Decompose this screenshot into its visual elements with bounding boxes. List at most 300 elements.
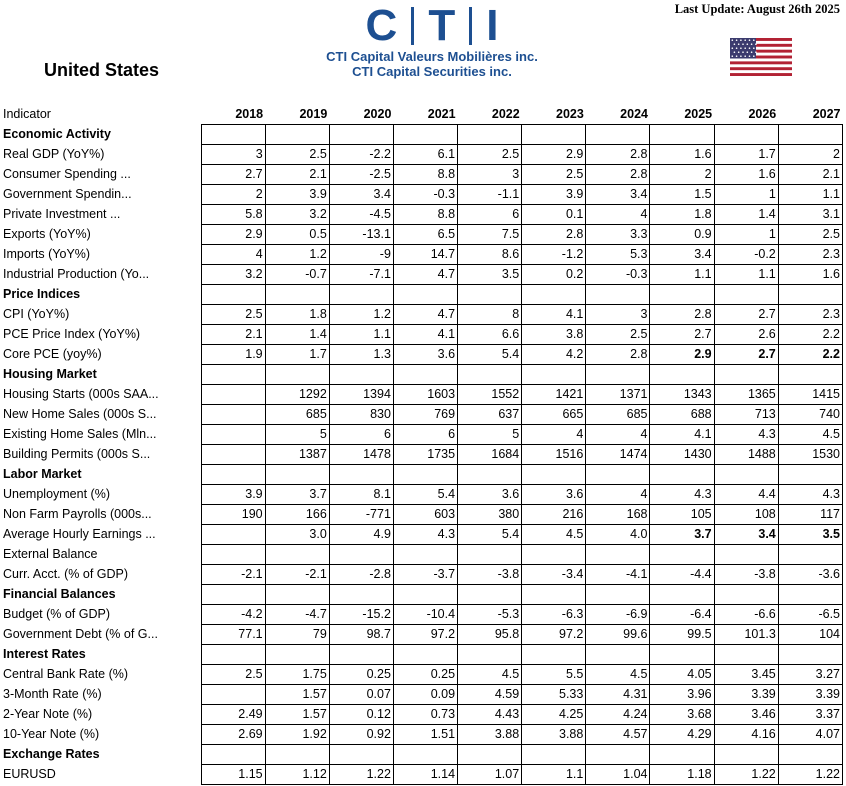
value-cell: 2.9: [650, 345, 714, 365]
value-cell: [393, 285, 457, 305]
value-cell: [522, 125, 586, 145]
value-cell: 4.3: [714, 425, 778, 445]
value-cell: -3.6: [778, 565, 842, 585]
value-cell: 1.1: [650, 265, 714, 285]
value-cell: 1365: [714, 385, 778, 405]
value-cell: [393, 645, 457, 665]
last-update-text: Last Update: August 26th 2025: [674, 2, 840, 16]
table-row: [0, 485, 843, 505]
value-cell: 1343: [650, 385, 714, 405]
value-cell: [522, 585, 586, 605]
value-cell: 4.43: [458, 705, 522, 725]
value-cell: 3.27: [778, 665, 842, 685]
value-cell: 2: [778, 145, 842, 165]
table-row: [0, 725, 843, 745]
year-header: 2025: [684, 107, 713, 121]
value-cell: 1.9: [201, 345, 265, 365]
value-cell: 4.31: [586, 685, 650, 705]
value-cell: [458, 645, 522, 665]
value-cell: -2.8: [329, 565, 393, 585]
indicator-label: PCE Price Index (YoY%): [3, 327, 141, 341]
value-cell: 6: [393, 425, 457, 445]
value-cell: 3.88: [522, 725, 586, 745]
value-cell: 1.1: [329, 325, 393, 345]
value-cell: 5.4: [393, 485, 457, 505]
value-cell: 1.7: [265, 345, 329, 365]
value-cell: 1.15: [201, 765, 265, 785]
value-cell: [201, 125, 265, 145]
cti-logo: [322, 3, 542, 79]
section-heading: Interest Rates: [3, 647, 86, 661]
value-cell: [522, 365, 586, 385]
value-cell: 5.4: [458, 345, 522, 365]
value-cell: [458, 125, 522, 145]
value-cell: 2: [201, 185, 265, 205]
value-cell: 3.6: [458, 485, 522, 505]
value-cell: 3.88: [458, 725, 522, 745]
indicator-label: 10-Year Note (%): [3, 727, 100, 741]
value-cell: 4: [586, 425, 650, 445]
section-heading: External Balance: [3, 547, 98, 561]
value-cell: 6: [329, 425, 393, 445]
value-cell: [522, 285, 586, 305]
value-cell: [586, 125, 650, 145]
value-cell: 1603: [393, 385, 457, 405]
value-cell: 4.25: [522, 705, 586, 725]
value-cell: [458, 365, 522, 385]
value-cell: [650, 125, 714, 145]
value-cell: [265, 645, 329, 665]
value-cell: 1.75: [265, 665, 329, 685]
value-cell: 4.16: [714, 725, 778, 745]
value-cell: 4: [522, 425, 586, 445]
value-cell: [393, 125, 457, 145]
value-cell: 685: [586, 405, 650, 425]
value-cell: 0.5: [265, 225, 329, 245]
value-cell: 3.8: [522, 325, 586, 345]
value-cell: -3.4: [522, 565, 586, 585]
value-cell: 4.05: [650, 665, 714, 685]
value-cell: [265, 365, 329, 385]
value-cell: [201, 365, 265, 385]
indicator-label: Housing Starts (000s SAA...: [3, 387, 159, 401]
value-cell: 1.1: [778, 185, 842, 205]
table-row: [0, 185, 843, 205]
value-cell: -6.4: [650, 605, 714, 625]
value-cell: -3.7: [393, 565, 457, 585]
value-cell: 3.37: [778, 705, 842, 725]
section-row: [0, 285, 843, 305]
value-cell: 0.73: [393, 705, 457, 725]
value-cell: -2.2: [329, 145, 393, 165]
value-cell: 3: [586, 305, 650, 325]
value-cell: 3.4: [650, 245, 714, 265]
value-cell: [458, 745, 522, 765]
value-cell: 97.2: [393, 625, 457, 645]
value-cell: 1: [714, 185, 778, 205]
value-cell: 1.1: [522, 765, 586, 785]
value-cell: 1: [714, 225, 778, 245]
value-cell: 77.1: [201, 625, 265, 645]
value-cell: 3.9: [265, 185, 329, 205]
value-cell: 1.07: [458, 765, 522, 785]
value-cell: [650, 365, 714, 385]
value-cell: -6.6: [714, 605, 778, 625]
value-cell: [201, 285, 265, 305]
value-cell: 8.8: [393, 205, 457, 225]
value-cell: 3.9: [201, 485, 265, 505]
value-cell: [778, 365, 842, 385]
indicator-label: Consumer Spending ...: [3, 167, 131, 181]
indicator-label: Industrial Production (Yo...: [3, 267, 150, 281]
value-cell: 1.4: [265, 325, 329, 345]
value-cell: 166: [265, 505, 329, 525]
value-cell: [714, 365, 778, 385]
indicator-label: Private Investment ...: [3, 207, 121, 221]
value-cell: 2.5: [201, 665, 265, 685]
value-cell: [265, 125, 329, 145]
value-cell: 79: [265, 625, 329, 645]
value-cell: 1371: [586, 385, 650, 405]
value-cell: 4.5: [586, 665, 650, 685]
value-cell: 0.07: [329, 685, 393, 705]
value-cell: 2.9: [201, 225, 265, 245]
logo-letter-i: I: [486, 1, 499, 50]
value-cell: 2.3: [778, 245, 842, 265]
logo-letters: [322, 3, 542, 49]
section-row: [0, 465, 843, 485]
table-row: [0, 385, 843, 405]
indicator-label: Non Farm Payrolls (000s...: [3, 507, 152, 521]
value-cell: 3.2: [201, 265, 265, 285]
value-cell: 1394: [329, 385, 393, 405]
section-row: [0, 545, 843, 565]
value-cell: [586, 545, 650, 565]
value-cell: 0.92: [329, 725, 393, 745]
value-cell: [586, 285, 650, 305]
value-cell: [393, 465, 457, 485]
value-cell: 3.5: [458, 265, 522, 285]
table-row: [0, 705, 843, 725]
value-cell: 1735: [393, 445, 457, 465]
value-cell: 637: [458, 405, 522, 425]
value-cell: 2.1: [265, 165, 329, 185]
value-cell: -4.7: [265, 605, 329, 625]
indicator-label: Real GDP (YoY%): [3, 147, 105, 161]
value-cell: 3.7: [265, 485, 329, 505]
value-cell: -5.3: [458, 605, 522, 625]
value-cell: [778, 645, 842, 665]
value-cell: 1.3: [329, 345, 393, 365]
indicator-label: Budget (% of GDP): [3, 607, 110, 621]
value-cell: 1.8: [650, 205, 714, 225]
year-header: 2022: [491, 107, 520, 121]
value-cell: 5: [265, 425, 329, 445]
indicator-label: Building Permits (000s S...: [3, 447, 151, 461]
value-cell: 3.4: [586, 185, 650, 205]
value-cell: [265, 545, 329, 565]
value-cell: 2: [650, 165, 714, 185]
value-cell: -15.2: [329, 605, 393, 625]
value-cell: [201, 685, 265, 705]
value-cell: 3.4: [714, 525, 778, 545]
table-row: [0, 665, 843, 685]
value-cell: [778, 465, 842, 485]
value-cell: 1.04: [586, 765, 650, 785]
value-cell: 665: [522, 405, 586, 425]
value-cell: 5.8: [201, 205, 265, 225]
value-cell: -771: [329, 505, 393, 525]
table-row: [0, 405, 843, 425]
value-cell: 2.8: [586, 165, 650, 185]
value-cell: 1.6: [778, 265, 842, 285]
value-cell: [265, 285, 329, 305]
value-cell: -0.3: [393, 185, 457, 205]
value-cell: 1.7: [714, 145, 778, 165]
value-cell: 4.9: [329, 525, 393, 545]
value-cell: -9: [329, 245, 393, 265]
logo-letter-c: C: [365, 1, 398, 50]
value-cell: 2.5: [522, 165, 586, 185]
value-cell: 1.22: [329, 765, 393, 785]
value-cell: 713: [714, 405, 778, 425]
table-row: [0, 425, 843, 445]
value-cell: [650, 585, 714, 605]
value-cell: 0.12: [329, 705, 393, 725]
value-cell: 4.07: [778, 725, 842, 745]
value-cell: 2.8: [650, 305, 714, 325]
value-cell: 2.69: [201, 725, 265, 745]
value-cell: 1292: [265, 385, 329, 405]
value-cell: 1684: [458, 445, 522, 465]
value-cell: 4: [586, 485, 650, 505]
value-cell: 3.39: [778, 685, 842, 705]
value-cell: 3.96: [650, 685, 714, 705]
indicator-label: Unemployment (%): [3, 487, 110, 501]
value-cell: [778, 285, 842, 305]
value-cell: 1.22: [778, 765, 842, 785]
value-cell: 4: [586, 205, 650, 225]
indicator-label: Curr. Acct. (% of GDP): [3, 567, 129, 581]
value-cell: 3.9: [522, 185, 586, 205]
value-cell: [329, 465, 393, 485]
value-cell: 1.12: [265, 765, 329, 785]
year-header: 2019: [299, 107, 328, 121]
value-cell: [586, 465, 650, 485]
value-cell: 2.2: [778, 325, 842, 345]
value-cell: 1.4: [714, 205, 778, 225]
value-cell: 4.5: [778, 425, 842, 445]
value-cell: 1.2: [329, 305, 393, 325]
value-cell: 6.6: [458, 325, 522, 345]
value-cell: 0.9: [650, 225, 714, 245]
year-header: 2027: [812, 107, 841, 121]
table-row: [0, 565, 843, 585]
value-cell: -4.5: [329, 205, 393, 225]
value-cell: 8.1: [329, 485, 393, 505]
value-cell: 1.22: [714, 765, 778, 785]
value-cell: 1.6: [714, 165, 778, 185]
value-cell: 2.1: [201, 325, 265, 345]
value-cell: 0.1: [522, 205, 586, 225]
value-cell: 3.1: [778, 205, 842, 225]
indicator-label: Central Bank Rate (%): [3, 667, 129, 681]
value-cell: [650, 285, 714, 305]
value-cell: 3.3: [586, 225, 650, 245]
value-cell: 3.0: [265, 525, 329, 545]
section-row: [0, 645, 843, 665]
value-cell: 4.1: [650, 425, 714, 445]
value-cell: 14.7: [393, 245, 457, 265]
value-cell: -2.1: [201, 565, 265, 585]
value-cell: [393, 365, 457, 385]
value-cell: -0.2: [714, 245, 778, 265]
value-cell: -4.1: [586, 565, 650, 585]
value-cell: 1478: [329, 445, 393, 465]
value-cell: 4.5: [458, 665, 522, 685]
value-cell: 8.8: [393, 165, 457, 185]
table-row: [0, 145, 843, 165]
country-title: United States: [44, 60, 160, 80]
value-cell: 4.1: [522, 305, 586, 325]
value-cell: [650, 545, 714, 565]
value-cell: [714, 545, 778, 565]
value-cell: 1474: [586, 445, 650, 465]
value-cell: 3.45: [714, 665, 778, 685]
indicator-label: New Home Sales (000s S...: [3, 407, 157, 421]
value-cell: 4.24: [586, 705, 650, 725]
table-row: [0, 265, 843, 285]
value-cell: 1.6: [650, 145, 714, 165]
indicator-label: Imports (YoY%): [3, 247, 91, 261]
table-row: [0, 525, 843, 545]
indicator-label: Exports (YoY%): [3, 227, 91, 241]
value-cell: [586, 745, 650, 765]
value-cell: 0.2: [522, 265, 586, 285]
indicator-label: Existing Home Sales (Mln...: [3, 427, 157, 441]
value-cell: 104: [778, 625, 842, 645]
value-cell: 0.25: [393, 665, 457, 685]
value-cell: 688: [650, 405, 714, 425]
value-cell: 1.57: [265, 705, 329, 725]
value-cell: -7.1: [329, 265, 393, 285]
value-cell: 1530: [778, 445, 842, 465]
us-flag-icon: [730, 38, 792, 76]
value-cell: [458, 285, 522, 305]
value-cell: 2.8: [522, 225, 586, 245]
value-cell: [458, 585, 522, 605]
value-cell: [265, 585, 329, 605]
value-cell: -6.9: [586, 605, 650, 625]
value-cell: 2.8: [586, 345, 650, 365]
value-cell: 3.39: [714, 685, 778, 705]
value-cell: 769: [393, 405, 457, 425]
logo-letter-t: T: [428, 1, 456, 50]
year-header: 2021: [427, 107, 456, 121]
value-cell: 1.18: [650, 765, 714, 785]
value-cell: 3.5: [778, 525, 842, 545]
year-header: 2018: [235, 107, 264, 121]
value-cell: 2.5: [201, 305, 265, 325]
value-cell: [714, 285, 778, 305]
value-cell: 4.5: [522, 525, 586, 545]
value-cell: [329, 645, 393, 665]
value-cell: 2.7: [714, 305, 778, 325]
indicator-label: EURUSD: [3, 767, 56, 781]
value-cell: -1.1: [458, 185, 522, 205]
value-cell: [714, 465, 778, 485]
value-cell: 98.7: [329, 625, 393, 645]
indicator-label: CPI (YoY%): [3, 307, 70, 321]
table-row: [0, 225, 843, 245]
table-row: [0, 345, 843, 365]
value-cell: 3.2: [265, 205, 329, 225]
value-cell: 1387: [265, 445, 329, 465]
value-cell: [201, 385, 265, 405]
value-cell: 5: [458, 425, 522, 445]
table-row: [0, 445, 843, 465]
value-cell: 2.49: [201, 705, 265, 725]
year-header: 2024: [620, 107, 648, 121]
value-cell: [650, 645, 714, 665]
section-heading: Price Indices: [3, 287, 81, 301]
section-row: [0, 365, 843, 385]
value-cell: 4.0: [586, 525, 650, 545]
value-cell: [201, 445, 265, 465]
section-heading: Economic Activity: [3, 127, 111, 141]
value-cell: -4.2: [201, 605, 265, 625]
table-header-row: [0, 105, 843, 125]
table-row: [0, 505, 843, 525]
value-cell: 1421: [522, 385, 586, 405]
value-cell: 4.2: [522, 345, 586, 365]
value-cell: 1516: [522, 445, 586, 465]
logo-company-en: CTI Capital Securities inc.: [352, 64, 512, 79]
value-cell: [201, 465, 265, 485]
value-cell: 5.5: [522, 665, 586, 685]
value-cell: [329, 365, 393, 385]
indicator-label: 3-Month Rate (%): [3, 687, 102, 701]
value-cell: 6.5: [393, 225, 457, 245]
value-cell: 2.6: [714, 325, 778, 345]
value-cell: 101.3: [714, 625, 778, 645]
value-cell: 4.4: [714, 485, 778, 505]
value-cell: -2.1: [265, 565, 329, 585]
value-cell: 1.51: [393, 725, 457, 745]
value-cell: 4.1: [393, 325, 457, 345]
value-cell: [458, 545, 522, 565]
value-cell: [522, 545, 586, 565]
value-cell: 168: [586, 505, 650, 525]
value-cell: [201, 525, 265, 545]
table-row: [0, 625, 843, 645]
value-cell: [265, 465, 329, 485]
value-cell: -0.7: [265, 265, 329, 285]
value-cell: -0.3: [586, 265, 650, 285]
value-cell: 1430: [650, 445, 714, 465]
value-cell: 3.68: [650, 705, 714, 725]
section-row: [0, 125, 843, 145]
value-cell: -13.1: [329, 225, 393, 245]
value-cell: [586, 645, 650, 665]
value-cell: 95.8: [458, 625, 522, 645]
value-cell: 685: [265, 405, 329, 425]
value-cell: [522, 465, 586, 485]
value-cell: 3.46: [714, 705, 778, 725]
value-cell: 6.1: [393, 145, 457, 165]
value-cell: [586, 365, 650, 385]
value-cell: 1.1: [714, 265, 778, 285]
